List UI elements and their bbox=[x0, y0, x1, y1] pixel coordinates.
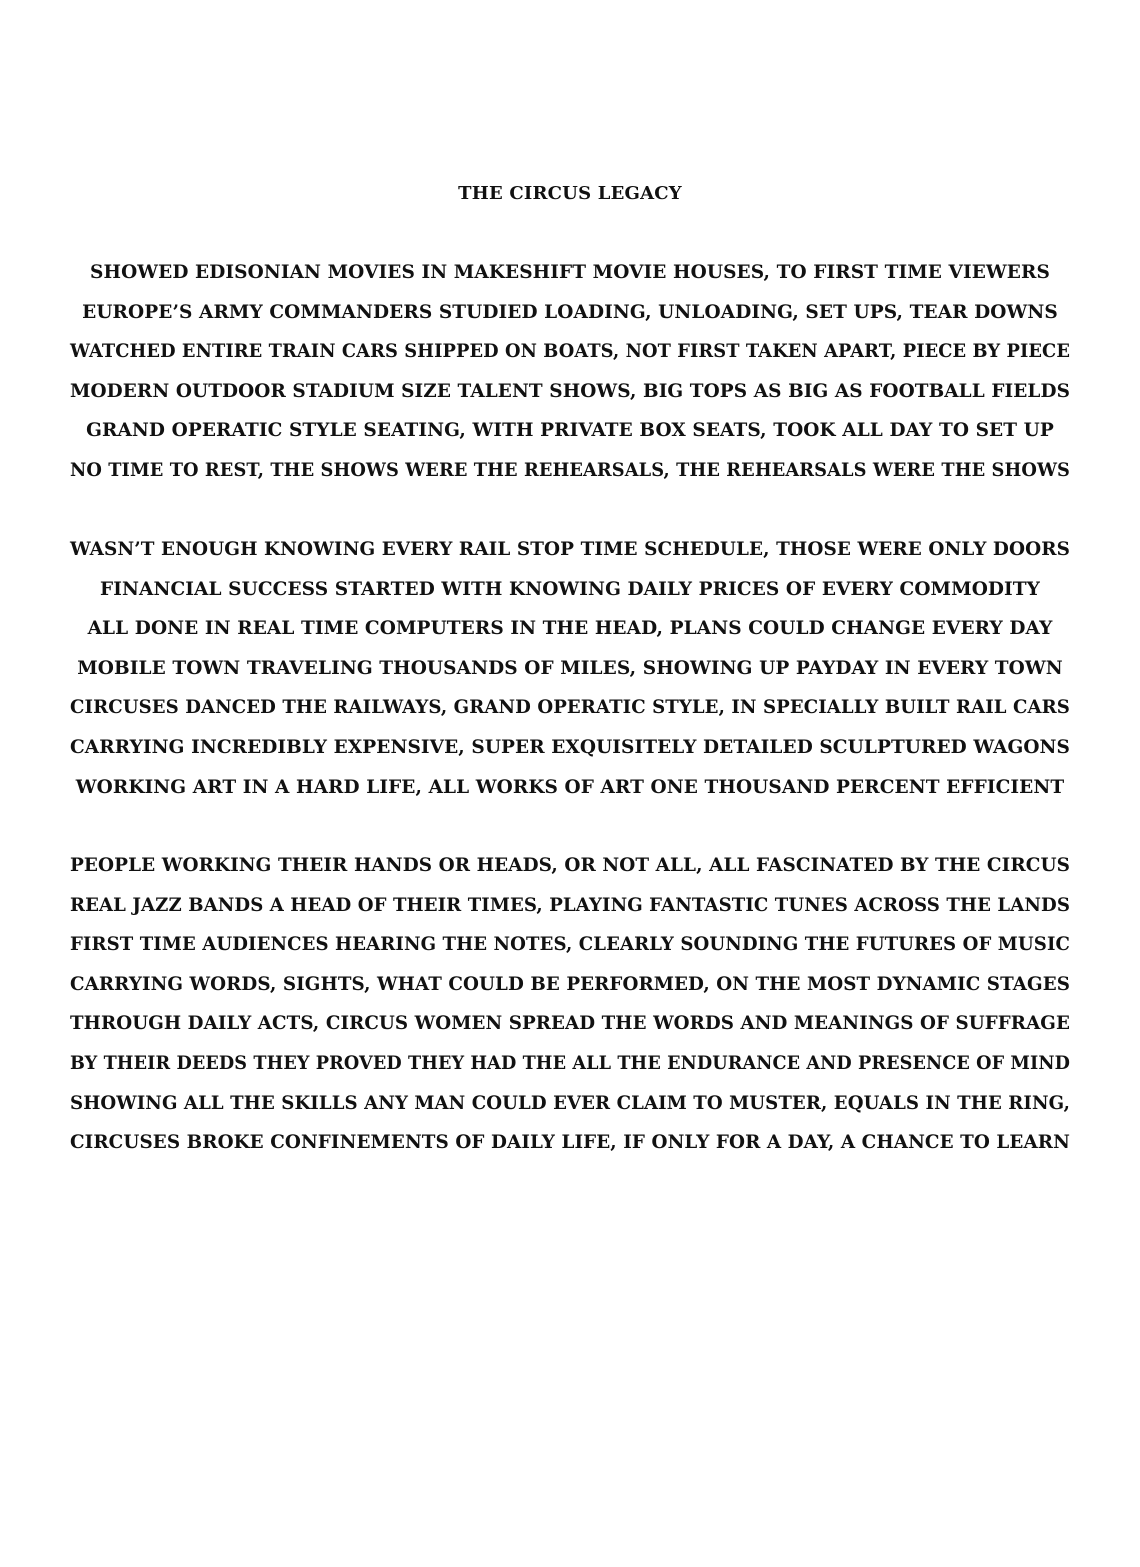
poem-line: BY THEIR DEEDS THEY PROVED THEY HAD THE ALL THE ENDURANCE AND PRESENCE OF MIND bbox=[69, 1052, 1071, 1074]
poem-line: SHOWING ALL THE SKILLS ANY MAN COULD EVER CLAIM TO MUSTER, EQUALS IN THE RING, bbox=[70, 1092, 1070, 1114]
poem-line: CIRCUSES BROKE CONFINEMENTS OF DAILY LIFE, IF ONLY FOR A DAY, A CHANCE TO LEARN bbox=[69, 1132, 1070, 1154]
poem-line: EUROPE’S ARMY COMMANDERS STUDIED LOADING, UNLOADING, SET UPS, TEAR DOWNS bbox=[82, 301, 1058, 323]
stanza-1 bbox=[0, 259, 1140, 497]
poem-line: REAL JAZZ BANDS A HEAD OF THEIR TIMES, PLAYING FANTASTIC TUNES ACROSS THE LANDS bbox=[69, 894, 1071, 916]
poem-line: SHOWED EDISONIAN MOVIES IN MAKESHIFT MOVIE HOUSES, TO FIRST TIME VIEWERS bbox=[90, 262, 1050, 283]
document-title: THE CIRCUS LEGACY bbox=[458, 183, 682, 204]
poem-line: PEOPLE WORKING THEIR HANDS OR HEADS, OR NOT ALL, ALL FASCINATED BY THE CIRCUS bbox=[70, 855, 1070, 876]
stanza-3 bbox=[0, 852, 1140, 1169]
poem-line: CARRYING INCREDIBLY EXPENSIVE, SUPER EXQUISITELY DETAILED SCULPTURED WAGONS bbox=[69, 736, 1071, 758]
poem-line: MOBILE TOWN TRAVELING THOUSANDS OF MILES, SHOWING UP PAYDAY IN EVERY TOWN bbox=[77, 657, 1063, 679]
poem-line: FINANCIAL SUCCESS STARTED WITH KNOWING DAILY PRICES OF EVERY COMMODITY bbox=[100, 578, 1040, 600]
poem-line: WATCHED ENTIRE TRAIN CARS SHIPPED ON BOATS, NOT FIRST TAKEN APART, PIECE BY PIECE bbox=[69, 341, 1071, 363]
poem-line: NO TIME TO REST, THE SHOWS WERE THE REHEARSALS, THE REHEARSALS WERE THE SHOWS bbox=[69, 459, 1070, 481]
stanza-2 bbox=[0, 536, 1140, 813]
poem-line: CIRCUSES DANCED THE RAILWAYS, GRAND OPERATIC STYLE, IN SPECIALLY BUILT RAIL CARS bbox=[70, 697, 1070, 719]
poem-line: THROUGH DAILY ACTS, CIRCUS WOMEN SPREAD THE WORDS AND MEANINGS OF SUFFRAGE bbox=[70, 1013, 1070, 1035]
poem-line: WORKING ART IN A HARD LIFE, ALL WORKS OF ART ONE THOUSAND PERCENT EFFICIENT bbox=[75, 776, 1065, 798]
poem-line: ALL DONE IN REAL TIME COMPUTERS IN THE HEAD, PLANS COULD CHANGE EVERY DAY bbox=[87, 618, 1053, 640]
poem-line: FIRST TIME AUDIENCES HEARING THE NOTES, CLEARLY SOUNDING THE FUTURES OF MUSIC bbox=[69, 934, 1071, 956]
poem-line: GRAND OPERATIC STYLE SEATING, WITH PRIVATE BOX SEATS, TOOK ALL DAY TO SET UP bbox=[86, 420, 1054, 442]
poem-line: CARRYING WORDS, SIGHTS, WHAT COULD BE PERFORMED, ON THE MOST DYNAMIC STAGES bbox=[70, 973, 1070, 995]
poem-line: WASN’T ENOUGH KNOWING EVERY RAIL STOP TIME SCHEDULE, THOSE WERE ONLY DOORS bbox=[70, 539, 1070, 560]
poem-line: MODERN OUTDOOR STADIUM SIZE TALENT SHOWS, BIG TOPS AS BIG AS FOOTBALL FIELDS bbox=[69, 380, 1071, 402]
